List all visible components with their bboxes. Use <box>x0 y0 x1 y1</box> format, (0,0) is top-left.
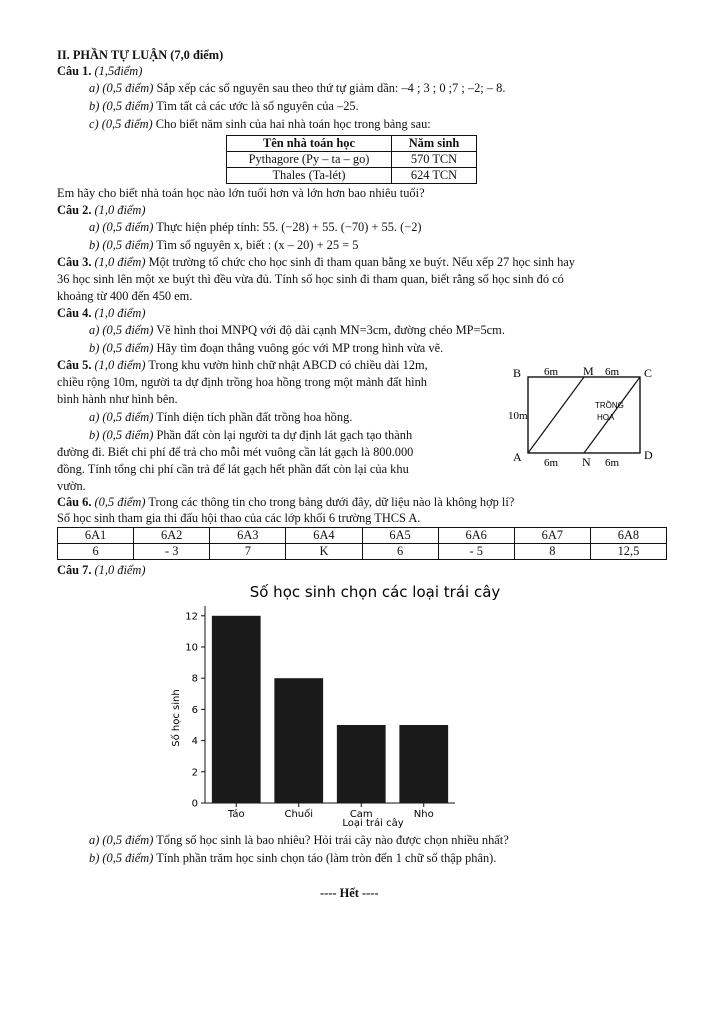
table-cell: Thales (Ta-lét) <box>227 168 392 184</box>
q2a-text: Thực hiện phép tính: 55. (−28) + 55. (−70) + 55. (−2) <box>156 220 422 234</box>
q4a <box>89 323 505 338</box>
table-row <box>58 528 667 544</box>
q7b <box>89 851 496 866</box>
value-cell: 6 <box>362 544 438 560</box>
class-cell: 6A6 <box>438 528 514 544</box>
q4b <box>89 341 443 356</box>
flower-label-2: HOA <box>597 413 615 422</box>
y-tick-label: 2 <box>191 767 198 779</box>
q5-label: Câu 5. <box>57 358 92 372</box>
class-cell: 6A5 <box>362 528 438 544</box>
q5b <box>89 428 412 443</box>
value-cell: 12,5 <box>590 544 666 560</box>
table-header: Tên nhà toán học <box>227 136 392 152</box>
q5a-text: Tính diện tích phần đất trồng hoa hồng. <box>156 410 353 424</box>
q7-label: Câu 7. <box>57 563 92 577</box>
class-cell: 6A3 <box>210 528 286 544</box>
q5-points: (1,0 điểm) <box>94 358 146 372</box>
garden-rectangle <box>528 377 640 453</box>
q2-points: (1,0 điểm) <box>94 203 146 217</box>
value-cell: - 5 <box>438 544 514 560</box>
q2a-points: a) (0,5 điểm) <box>89 220 154 234</box>
y-tick-label: 6 <box>191 704 198 716</box>
x-axis-label: Loại trái cây <box>342 818 404 829</box>
q5-line3: bình hành như hình bên. <box>57 392 178 406</box>
q5b-points: b) (0,5 điểm) <box>89 428 154 442</box>
length-an: 6m <box>544 457 559 469</box>
q1c <box>89 117 431 132</box>
x-tick-label: Táo <box>227 809 245 820</box>
bar-3 <box>337 725 386 803</box>
q4a-points: a) (0,5 điểm) <box>89 323 154 337</box>
table-header: Năm sinh <box>392 136 477 152</box>
y-tick-label: 8 <box>191 673 198 685</box>
end-marker: ---- Hết ---- <box>320 886 379 900</box>
mathematicians-table <box>226 135 477 184</box>
q6-heading <box>57 495 514 510</box>
parallelogram-edge-left <box>528 377 584 453</box>
q1-heading <box>57 64 142 79</box>
q2b-text: Tìm số nguyên x, biết : (x – 20) + 25 = 5 <box>156 238 359 252</box>
length-mc: 6m <box>605 366 620 378</box>
class-cell: 6A1 <box>58 528 134 544</box>
q1a-text: Sắp xếp các số nguyên sau theo thứ tự giảm dần: –4 ; 3 ; 0 ;7 ; –2; – 8. <box>156 81 506 95</box>
vertex-n: N <box>582 455 591 469</box>
q5-line2: chiều rộng 10m, người ta dự định trồng hoa hồng trong một mảnh đất hình <box>57 375 427 389</box>
value-cell: 6 <box>58 544 134 560</box>
vertex-b: B <box>513 366 522 380</box>
vertex-d: D <box>644 448 653 462</box>
bar-2 <box>274 678 323 803</box>
q5-text: Trong khu vườn hình chữ nhật ABCD có chiều dài 12m, <box>148 358 428 372</box>
q2-heading <box>57 203 145 218</box>
q1b-points: b) (0,5 điểm) <box>89 99 154 113</box>
q4b-text: Hãy tìm đoạn thẳng vuông góc với MP trong hình vừa vẽ. <box>156 341 444 355</box>
vertex-m: M <box>583 364 594 378</box>
q7-heading <box>57 563 145 578</box>
value-cell: 7 <box>210 544 286 560</box>
q6-points: (0,5 điểm) <box>94 495 146 509</box>
q1b-text: Tìm tất cả các ước là số nguyên của –25. <box>156 99 359 113</box>
q1-points: (1,5điểm) <box>94 64 143 78</box>
table-cell: 570 TCN <box>392 152 477 168</box>
y-axis-label: Số học sinh <box>171 689 182 747</box>
x-tick-label: Nho <box>413 809 434 820</box>
bar-4 <box>399 725 448 803</box>
length-ab: 10m <box>508 410 528 422</box>
q1c-points: c) (0,5 điểm) <box>89 117 153 131</box>
class-cell: 6A8 <box>590 528 666 544</box>
value-cell: - 3 <box>134 544 210 560</box>
q3-points: (1,0 điểm) <box>94 255 146 269</box>
q4-heading <box>57 306 145 321</box>
flower-label-1: TRỒNG <box>595 401 624 410</box>
q1-label: Câu 1. <box>57 64 92 78</box>
q5-line6: vườn. <box>57 479 86 493</box>
y-tick-label: 10 <box>185 642 198 654</box>
q4a-text: Vẽ hình thoi MNPQ với độ dài cạnh MN=3cm, đường chéo MP=5cm. <box>156 323 505 337</box>
q5-line4: đường đi. Biết chi phí để trả cho mỗi mét vuông cần lát gạch là 800.000 <box>57 445 414 459</box>
q5b-text: Phần đất còn lại người ta dự định lát gạch tạo thành <box>156 428 413 442</box>
q2b <box>89 238 358 253</box>
q7a-points: a) (0,5 điểm) <box>89 833 154 847</box>
table-cell: 624 TCN <box>392 168 477 184</box>
q4-label: Câu 4. <box>57 306 92 320</box>
value-cell: K <box>286 544 362 560</box>
q5-line5: đồng. Tính tổng chi phí cần trả để lát gạch hết phần đất còn lại của khu <box>57 462 409 476</box>
q3-line1 <box>57 255 575 270</box>
q3-line3: khoảng từ 400 đến 450 em. <box>57 289 193 303</box>
q5a-points: a) (0,5 điểm) <box>89 410 154 424</box>
q6-text: Trong các thông tin cho trong bảng dưới đây, dữ liệu nào là không hợp lí? <box>148 495 515 509</box>
q2-label: Câu 2. <box>57 203 92 217</box>
q3-line2: 36 học sinh lên một xe buýt thì đều vừa đủ. Tính số học sinh đi tham quan, biết rằng số học sinh đó có <box>57 272 564 286</box>
q7-points: (1,0 điểm) <box>94 563 146 577</box>
x-tick-label: Chuối <box>284 809 314 820</box>
q4b-points: b) (0,5 điểm) <box>89 341 154 355</box>
vertex-c: C <box>644 366 653 380</box>
section-title: II. PHẦN TỰ LUẬN (7,0 điểm) <box>57 48 224 62</box>
q6-label: Câu 6. <box>57 495 92 509</box>
q2b-points: b) (0,5 điểm) <box>89 238 154 252</box>
q1a <box>89 81 505 96</box>
sports-table <box>57 527 667 560</box>
q2a <box>89 220 422 235</box>
q1-followup: Em hãy cho biết nhà toán học nào lớn tuổi hơn và lớn hơn bao nhiêu tuổi? <box>57 186 425 200</box>
q7b-text: Tính phần trăm học sinh chọn táo (làm tròn đến 1 chữ số thập phân). <box>156 851 497 865</box>
chart-title: Số học sinh chọn các loại trái cây <box>249 583 501 601</box>
class-cell: 6A7 <box>514 528 590 544</box>
q7a-text: Tổng số học sinh là bao nhiêu? Hỏi trái cây nào được chọn nhiều nhất? <box>156 833 509 847</box>
bar-1 <box>212 616 261 803</box>
q5a <box>89 410 352 425</box>
vertex-a: A <box>513 450 522 464</box>
x-tick-label: Cam <box>349 809 373 820</box>
length-bm: 6m <box>544 366 559 378</box>
q3-label: Câu 3. <box>57 255 92 269</box>
q1b <box>89 99 359 114</box>
garden-figure <box>510 363 660 473</box>
q6-caption: Số học sinh tham gia thi đấu hội thao của các lớp khối 6 trường THCS A. <box>57 511 421 525</box>
q1c-text: Cho biết năm sinh của hai nhà toán học trong bảng sau: <box>155 117 431 131</box>
q5-line1 <box>57 358 428 373</box>
fruit-bar-chart <box>165 578 585 828</box>
table-row <box>58 544 667 560</box>
class-cell: 6A2 <box>134 528 210 544</box>
chart-plot-area <box>185 606 455 820</box>
table-cell: Pythagore (Py – ta – go) <box>227 152 392 168</box>
y-tick-label: 0 <box>191 798 198 810</box>
length-nd: 6m <box>605 457 620 469</box>
value-cell: 8 <box>514 544 590 560</box>
q7b-points: b) (0,5 điểm) <box>89 851 154 865</box>
q4-points: (1,0 điểm) <box>94 306 146 320</box>
y-tick-label: 4 <box>191 736 198 748</box>
q1a-points: a) (0,5 điểm) <box>89 81 154 95</box>
q7a <box>89 833 509 848</box>
class-cell: 6A4 <box>286 528 362 544</box>
q3-text: Một trường tổ chức cho học sinh đi tham quan bằng xe buýt. Nếu xếp 27 học sinh hay <box>148 255 575 269</box>
y-tick-label: 12 <box>185 611 198 623</box>
